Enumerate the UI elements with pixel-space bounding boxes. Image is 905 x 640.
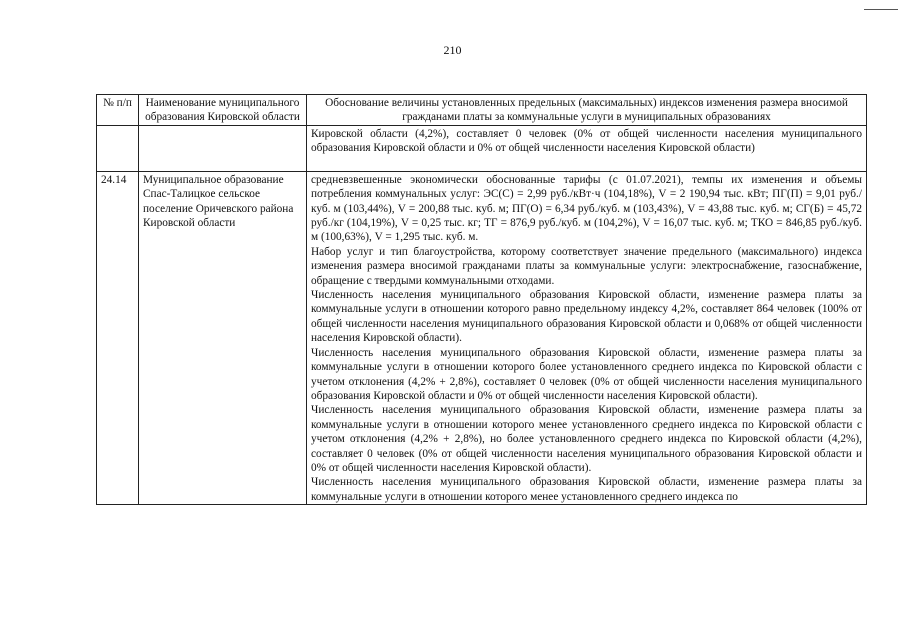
paragraph-population-equal-index: Численность населения муниципального образования Кировской области, изменение размера платы за коммунальные услуги в отношении которого равно предельному индексу 4,2%, составляет 864 человек (100% от общей численности населения муниципального образования Кировской области и 0,068% от общей численности населения Кировской области). <box>311 289 862 345</box>
paragraph-population-above-deviation: Численность населения муниципального образования Кировской области, изменение размера платы за коммунальные услуги в отношении которого более установленного среднего индекса по Кировской области с учетом отклонения (4,2% + 2,8%), составляет 0 человек (0% от общей численности населения муниципального образования Кировской области и 0% от общей численности населения Кировской области). <box>311 346 862 402</box>
table-row <box>97 171 867 504</box>
header-num: № п/п <box>97 95 139 126</box>
table-header-row <box>97 95 867 126</box>
cell-continuation-text: Кировской области (4,2%), составляет 0 человек (0% от общей численности населения муниципального образования Кировской области и 0% от общей численности населения Кировской области) <box>307 125 867 171</box>
cell-justification <box>307 171 867 504</box>
cell-row-num: 24.14 <box>97 171 139 504</box>
paragraph-population-below-average: Численность населения муниципального образования Кировской области, изменение размера платы за коммунальные услуги в отношении которого менее установленного среднего индекса по <box>311 476 862 503</box>
paragraph-service-set: Набор услуг и тип благоустройства, которому соответствует значение предельного (максимального) индекса изменения размера вносимой гражданами платы за коммунальные услуги: электроснабжение, газоснабжение, обращение с твердыми коммунальными отходами. <box>311 245 862 287</box>
paragraph-tariffs: средневзвешенные экономически обоснованные тарифы (с 01.07.2021), темпы их изменения и объемы потребления коммунальных услуг: ЭС(С) = 2,99 руб./кВт·ч (104,18%), V = 2 190,94 тыс. кВт; ПГ(П) = 9,01 руб./куб. м (103,44%), V = 200,88 тыс. куб. м; ПГ(О) = 6,34 руб./куб. м (103,43%), V = 43,88 тыс. куб. м; СГ(Б) = 45,72 руб./кг (104,19%), V = 0,25 тыс. кг; ТГ = 876,9 руб./куб. м (104,2%), V = 16,07 тыс. куб. м; ТКО = 846,85 руб./куб. м (100,63%), V = 1,295 тыс. куб. м. <box>311 173 862 244</box>
tariff-justification-table <box>96 94 867 505</box>
page-number: 210 <box>443 43 462 57</box>
paragraph-population-between-indices: Численность населения муниципального образования Кировской области, изменение размера платы за коммунальные услуги в отношении которого менее установленного среднего индекса по Кировской области с учетом отклонения (4,2% + 2,8%), но более установленного среднего индекса по Кировской области (4,2%), составляет 0 человек (0% от общей численности населения муниципального образования Кировской области и 0% от общей численности населения Кировской области). <box>311 404 862 474</box>
header-justification: Обоснование величины установленных предельных (максимальных) индексов изменения размера вносимой гражданами платы за коммунальные услуги в муниципальных образованиях <box>307 95 867 126</box>
header-municipality-name: Наименование муниципального образования Кировской области <box>139 95 307 126</box>
cell-num-empty <box>97 125 139 171</box>
table-row-continuation <box>97 125 867 171</box>
cell-municipality-name: Муниципальное образование Спас-Талицкое сельское поселение Оричевского района Кировской области <box>139 171 307 504</box>
cell-name-empty <box>139 125 307 171</box>
corner-scan-mark <box>864 9 898 10</box>
